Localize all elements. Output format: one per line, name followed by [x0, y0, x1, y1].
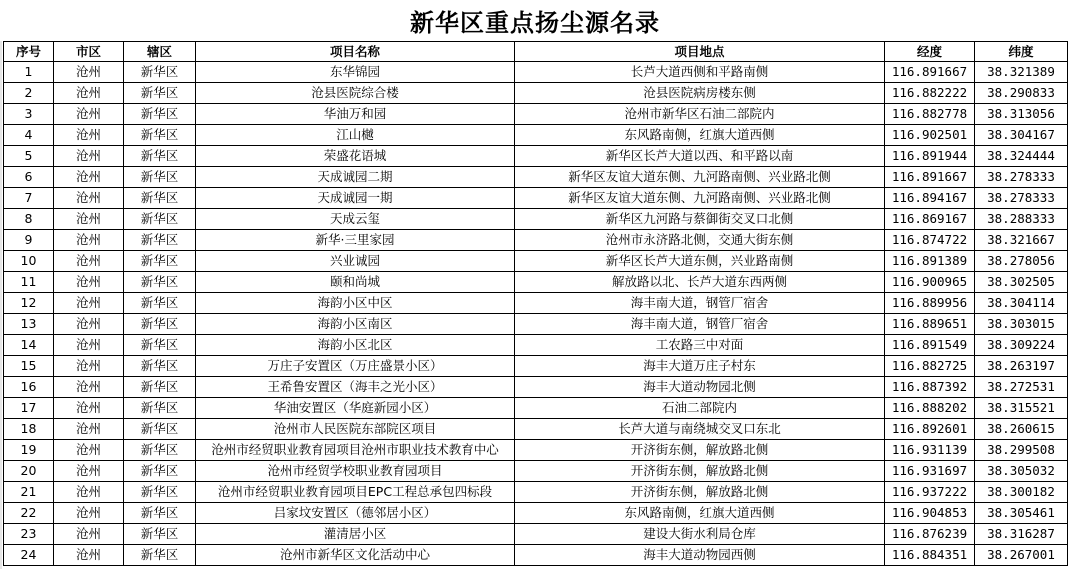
project-name-cell[interactable]: 海韵小区北区 — [196, 335, 515, 356]
header-project-name[interactable]: 项目名称 — [196, 42, 515, 62]
city-cell[interactable]: 沧州 — [54, 209, 124, 230]
project-name-cell[interactable]: 海韵小区南区 — [196, 314, 515, 335]
project-location-cell[interactable]: 海丰南大道，钢管厂宿舍 — [515, 314, 885, 335]
table-row — [4, 524, 1068, 545]
longitude-cell[interactable]: 116.884351 — [885, 545, 975, 566]
table-row — [4, 545, 1068, 566]
table-row — [4, 398, 1068, 419]
city-cell[interactable]: 沧州 — [54, 62, 124, 83]
latitude-cell[interactable]: 38.278056 — [975, 251, 1068, 272]
serial-cell[interactable]: 6 — [4, 167, 54, 188]
serial-cell[interactable]: 11 — [4, 272, 54, 293]
project-location-cell[interactable]: 海丰大道动物园北侧 — [515, 377, 885, 398]
city-cell[interactable]: 沧州 — [54, 314, 124, 335]
latitude-cell[interactable]: 38.260615 — [975, 419, 1068, 440]
project-location-cell[interactable]: 东风路南侧，红旗大道西侧 — [515, 125, 885, 146]
table-row — [4, 251, 1068, 272]
table-row — [4, 440, 1068, 461]
latitude-cell[interactable]: 38.300182 — [975, 482, 1068, 503]
city-cell[interactable]: 沧州 — [54, 461, 124, 482]
serial-cell[interactable]: 21 — [4, 482, 54, 503]
district-cell[interactable]: 新华区 — [124, 482, 196, 503]
district-cell[interactable]: 新华区 — [124, 440, 196, 461]
serial-cell[interactable]: 22 — [4, 503, 54, 524]
table-row — [4, 167, 1068, 188]
project-location-cell[interactable]: 新华区长芦大道以西、和平路以南 — [515, 146, 885, 167]
district-cell[interactable]: 新华区 — [124, 104, 196, 125]
city-cell[interactable]: 沧州 — [54, 524, 124, 545]
district-cell[interactable]: 新华区 — [124, 335, 196, 356]
latitude-cell[interactable]: 38.305032 — [975, 461, 1068, 482]
city-cell[interactable]: 沧州 — [54, 167, 124, 188]
dust-source-table — [3, 41, 1068, 566]
project-name-cell[interactable]: 天成诚园二期 — [196, 167, 515, 188]
table-row — [4, 104, 1068, 125]
table-row — [4, 503, 1068, 524]
project-location-cell[interactable]: 海丰大道万庄子村东 — [515, 356, 885, 377]
longitude-cell[interactable]: 116.891389 — [885, 251, 975, 272]
longitude-cell[interactable]: 116.891549 — [885, 335, 975, 356]
district-cell[interactable]: 新华区 — [124, 251, 196, 272]
longitude-cell[interactable]: 116.937222 — [885, 482, 975, 503]
latitude-cell[interactable]: 38.313056 — [975, 104, 1068, 125]
longitude-cell[interactable]: 116.891944 — [885, 146, 975, 167]
city-cell[interactable]: 沧州 — [54, 230, 124, 251]
serial-cell[interactable]: 14 — [4, 335, 54, 356]
project-location-cell[interactable]: 沧县医院病房楼东侧 — [515, 83, 885, 104]
project-location-cell[interactable]: 新华区长芦大道东侧，兴业路南侧 — [515, 251, 885, 272]
project-location-cell[interactable]: 新华区友谊大道东侧、九河路南侧、兴业路北侧 — [515, 167, 885, 188]
table-row — [4, 209, 1068, 230]
project-name-cell[interactable]: 海韵小区中区 — [196, 293, 515, 314]
row-gutter — [0, 41, 2, 569]
project-name-cell[interactable]: 兴业诚园 — [196, 251, 515, 272]
city-cell[interactable]: 沧州 — [54, 293, 124, 314]
latitude-cell[interactable]: 38.288333 — [975, 209, 1068, 230]
district-cell[interactable]: 新华区 — [124, 272, 196, 293]
district-cell[interactable]: 新华区 — [124, 209, 196, 230]
district-cell[interactable]: 新华区 — [124, 419, 196, 440]
table-row — [4, 377, 1068, 398]
latitude-cell[interactable]: 38.263197 — [975, 356, 1068, 377]
project-location-cell[interactable]: 沧州市新华区石油二部院内 — [515, 104, 885, 125]
city-cell[interactable]: 沧州 — [54, 440, 124, 461]
city-cell[interactable]: 沧州 — [54, 83, 124, 104]
project-location-cell[interactable]: 建设大街水利局仓库 — [515, 524, 885, 545]
latitude-cell[interactable]: 38.272531 — [975, 377, 1068, 398]
longitude-cell[interactable]: 116.882725 — [885, 356, 975, 377]
city-cell[interactable]: 沧州 — [54, 335, 124, 356]
city-cell[interactable]: 沧州 — [54, 398, 124, 419]
project-name-cell[interactable]: 王希鲁安置区（海丰之光小区） — [196, 377, 515, 398]
project-location-cell[interactable]: 沧州市永济路北侧，交通大街东侧 — [515, 230, 885, 251]
project-location-cell[interactable]: 新华区九河路与蔡御街交叉口北侧 — [515, 209, 885, 230]
city-cell[interactable]: 沧州 — [54, 188, 124, 209]
table-row — [4, 62, 1068, 83]
city-cell[interactable]: 沧州 — [54, 545, 124, 566]
table-row — [4, 335, 1068, 356]
project-name-cell[interactable]: 华油安置区（华庭新园小区） — [196, 398, 515, 419]
district-cell[interactable]: 新华区 — [124, 524, 196, 545]
latitude-cell[interactable]: 38.316287 — [975, 524, 1068, 545]
city-cell[interactable]: 沧州 — [54, 377, 124, 398]
city-cell[interactable]: 沧州 — [54, 503, 124, 524]
project-name-cell[interactable]: 万庄子安置区（万庄盛景小区） — [196, 356, 515, 377]
district-cell[interactable]: 新华区 — [124, 377, 196, 398]
district-cell[interactable]: 新华区 — [124, 356, 196, 377]
table-row — [4, 419, 1068, 440]
longitude-cell[interactable]: 116.888202 — [885, 398, 975, 419]
serial-cell[interactable]: 4 — [4, 125, 54, 146]
longitude-cell[interactable]: 116.869167 — [885, 209, 975, 230]
table-row — [4, 461, 1068, 482]
latitude-cell[interactable]: 38.278333 — [975, 188, 1068, 209]
table-row — [4, 188, 1068, 209]
latitude-cell[interactable]: 38.278333 — [975, 167, 1068, 188]
city-cell[interactable]: 沧州 — [54, 272, 124, 293]
table-row — [4, 272, 1068, 293]
table-row — [4, 482, 1068, 503]
project-name-cell[interactable]: 沧县医院综合楼 — [196, 83, 515, 104]
serial-cell[interactable]: 15 — [4, 356, 54, 377]
serial-cell[interactable]: 18 — [4, 419, 54, 440]
city-cell[interactable]: 沧州 — [54, 125, 124, 146]
serial-cell[interactable]: 20 — [4, 461, 54, 482]
longitude-cell[interactable]: 116.931139 — [885, 440, 975, 461]
header-latitude[interactable]: 纬度 — [975, 42, 1068, 62]
project-location-cell[interactable]: 开济街东侧，解放路北侧 — [515, 440, 885, 461]
latitude-cell[interactable]: 38.321667 — [975, 230, 1068, 251]
serial-cell[interactable]: 13 — [4, 314, 54, 335]
city-cell[interactable]: 沧州 — [54, 482, 124, 503]
longitude-cell[interactable]: 116.900965 — [885, 272, 975, 293]
district-cell[interactable]: 新华区 — [124, 503, 196, 524]
district-cell[interactable]: 新华区 — [124, 293, 196, 314]
longitude-cell[interactable]: 116.887392 — [885, 377, 975, 398]
project-name-cell[interactable]: 灌清居小区 — [196, 524, 515, 545]
latitude-cell[interactable]: 38.305461 — [975, 503, 1068, 524]
table-row — [4, 125, 1068, 146]
project-name-cell[interactable]: 东华锦园 — [196, 62, 515, 83]
table-row — [4, 146, 1068, 167]
latitude-cell[interactable]: 38.303015 — [975, 314, 1068, 335]
city-cell[interactable]: 沧州 — [54, 251, 124, 272]
project-name-cell[interactable]: 吕家坟安置区（德邻居小区） — [196, 503, 515, 524]
latitude-cell[interactable]: 38.321389 — [975, 62, 1068, 83]
serial-cell[interactable]: 23 — [4, 524, 54, 545]
project-name-cell[interactable]: 江山樾 — [196, 125, 515, 146]
project-location-cell[interactable]: 新华区友谊大道东侧、九河路南侧、兴业路北侧 — [515, 188, 885, 209]
district-cell[interactable]: 新华区 — [124, 461, 196, 482]
serial-cell[interactable]: 8 — [4, 209, 54, 230]
longitude-cell[interactable]: 116.931697 — [885, 461, 975, 482]
latitude-cell[interactable]: 38.304167 — [975, 125, 1068, 146]
header-city[interactable]: 市区 — [54, 42, 124, 62]
project-location-cell[interactable]: 工农路三中对面 — [515, 335, 885, 356]
project-location-cell[interactable]: 海丰大道动物园西侧 — [515, 545, 885, 566]
table-row — [4, 356, 1068, 377]
district-cell[interactable]: 新华区 — [124, 167, 196, 188]
serial-cell[interactable]: 7 — [4, 188, 54, 209]
longitude-cell[interactable]: 116.889956 — [885, 293, 975, 314]
district-cell[interactable]: 新华区 — [124, 398, 196, 419]
serial-cell[interactable]: 3 — [4, 104, 54, 125]
serial-cell[interactable]: 1 — [4, 62, 54, 83]
latitude-cell[interactable]: 38.309224 — [975, 335, 1068, 356]
project-location-cell[interactable]: 长芦大道西侧和平路南侧 — [515, 62, 885, 83]
table-row — [4, 230, 1068, 251]
project-location-cell[interactable]: 石油二部院内 — [515, 398, 885, 419]
project-name-cell[interactable]: 新华·三里家园 — [196, 230, 515, 251]
longitude-cell[interactable]: 116.904853 — [885, 503, 975, 524]
project-name-cell[interactable]: 天成云玺 — [196, 209, 515, 230]
district-cell[interactable]: 新华区 — [124, 146, 196, 167]
project-name-cell[interactable]: 颐和尚城 — [196, 272, 515, 293]
district-cell[interactable]: 新华区 — [124, 188, 196, 209]
district-cell[interactable]: 新华区 — [124, 230, 196, 251]
project-location-cell[interactable]: 开济街东侧，解放路北侧 — [515, 461, 885, 482]
longitude-cell[interactable]: 116.891667 — [885, 167, 975, 188]
latitude-cell[interactable]: 38.290833 — [975, 83, 1068, 104]
project-location-cell[interactable]: 开济街东侧，解放路北侧 — [515, 482, 885, 503]
project-name-cell[interactable]: 华油万和园 — [196, 104, 515, 125]
table-row — [4, 83, 1068, 104]
table-body — [4, 62, 1068, 566]
project-name-cell[interactable]: 沧州市经贸职业教育园项目EPC工程总承包四标段 — [196, 482, 515, 503]
longitude-cell[interactable]: 116.892601 — [885, 419, 975, 440]
serial-cell[interactable]: 19 — [4, 440, 54, 461]
serial-cell[interactable]: 24 — [4, 545, 54, 566]
table-row — [4, 293, 1068, 314]
longitude-cell[interactable]: 116.894167 — [885, 188, 975, 209]
page-title: 新华区重点扬尘源名录 — [410, 9, 660, 37]
serial-cell[interactable]: 12 — [4, 293, 54, 314]
table-row — [4, 314, 1068, 335]
project-name-cell[interactable]: 天成诚园一期 — [196, 188, 515, 209]
latitude-cell[interactable]: 38.304114 — [975, 293, 1068, 314]
serial-cell[interactable]: 17 — [4, 398, 54, 419]
project-location-cell[interactable]: 东风路南侧，红旗大道西侧 — [515, 503, 885, 524]
city-cell[interactable]: 沧州 — [54, 356, 124, 377]
district-cell[interactable]: 新华区 — [124, 83, 196, 104]
longitude-cell[interactable]: 116.876239 — [885, 524, 975, 545]
district-cell[interactable]: 新华区 — [124, 62, 196, 83]
project-name-cell[interactable]: 荣盛花语城 — [196, 146, 515, 167]
latitude-cell[interactable]: 38.302505 — [975, 272, 1068, 293]
project-name-cell[interactable]: 沧州市人民医院东部院区项目 — [196, 419, 515, 440]
longitude-cell[interactable]: 116.902501 — [885, 125, 975, 146]
longitude-cell[interactable]: 116.882778 — [885, 104, 975, 125]
longitude-cell[interactable]: 116.882222 — [885, 83, 975, 104]
longitude-cell[interactable]: 116.874722 — [885, 230, 975, 251]
serial-cell[interactable]: 2 — [4, 83, 54, 104]
header-project-location[interactable]: 项目地点 — [515, 42, 885, 62]
latitude-cell[interactable]: 38.324444 — [975, 146, 1068, 167]
project-location-cell[interactable]: 解放路以北、长芦大道东西两侧 — [515, 272, 885, 293]
header-longitude[interactable]: 经度 — [885, 42, 975, 62]
project-name-cell[interactable]: 沧州市经贸职业教育园项目沧州市职业技术教育中心 — [196, 440, 515, 461]
city-cell[interactable]: 沧州 — [54, 419, 124, 440]
serial-cell[interactable]: 10 — [4, 251, 54, 272]
city-cell[interactable]: 沧州 — [54, 146, 124, 167]
project-name-cell[interactable]: 沧州市新华区文化活动中心 — [196, 545, 515, 566]
header-district[interactable]: 辖区 — [124, 42, 196, 62]
header-serial[interactable]: 序号 — [4, 42, 54, 62]
latitude-cell[interactable]: 38.267001 — [975, 545, 1068, 566]
header-row — [4, 42, 1068, 62]
latitude-cell[interactable]: 38.299508 — [975, 440, 1068, 461]
district-cell[interactable]: 新华区 — [124, 125, 196, 146]
latitude-cell[interactable]: 38.315521 — [975, 398, 1068, 419]
district-cell[interactable]: 新华区 — [124, 314, 196, 335]
project-name-cell[interactable]: 沧州市经贸学校职业教育园项目 — [196, 461, 515, 482]
serial-cell[interactable]: 16 — [4, 377, 54, 398]
longitude-cell[interactable]: 116.889651 — [885, 314, 975, 335]
city-cell[interactable]: 沧州 — [54, 104, 124, 125]
longitude-cell[interactable]: 116.891667 — [885, 62, 975, 83]
project-location-cell[interactable]: 长芦大道与南绕城交叉口东北 — [515, 419, 885, 440]
serial-cell[interactable]: 5 — [4, 146, 54, 167]
serial-cell[interactable]: 9 — [4, 230, 54, 251]
project-location-cell[interactable]: 海丰南大道，钢管厂宿舍 — [515, 293, 885, 314]
district-cell[interactable]: 新华区 — [124, 545, 196, 566]
